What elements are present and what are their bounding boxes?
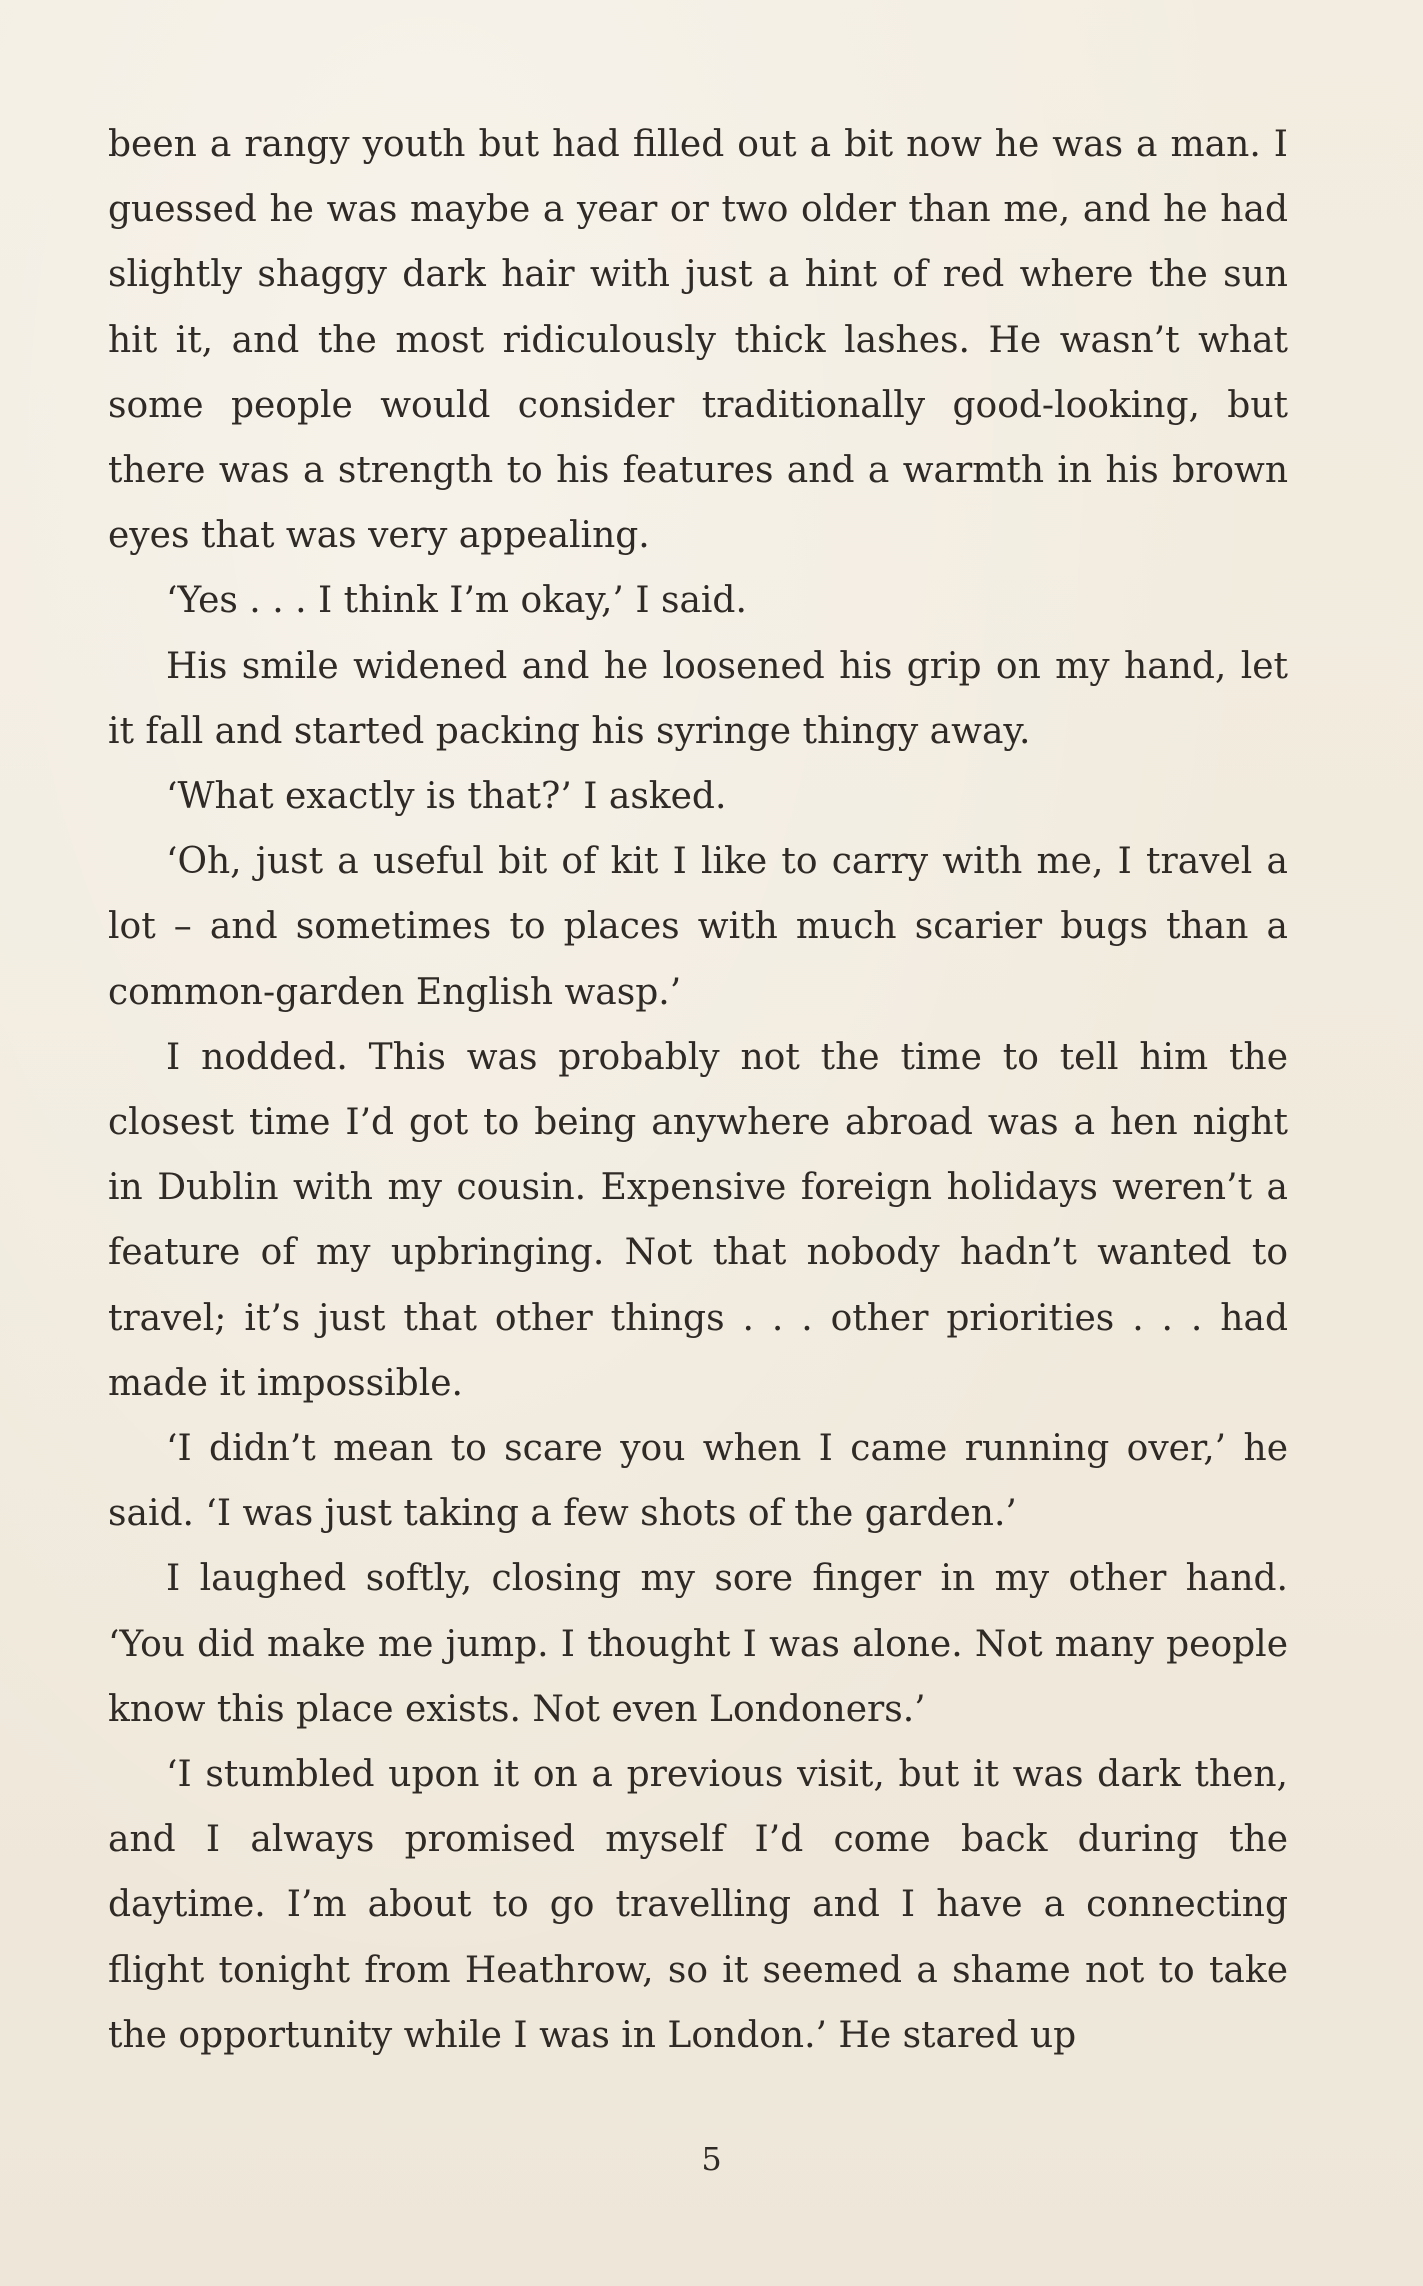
paragraph-4: ‘What exactly is that?’ I asked.	[166, 776, 727, 818]
page-number: 5	[701, 2140, 722, 2178]
paragraph-7: ‘I didn’t mean to scare you when I came running over,’ he said. ‘I was just taking a few shots of the garden.’	[108, 1428, 1288, 1535]
paragraph-3: His smile widened and he loosened his grip on my hand, let it fall and started packing his syringe thingy away.	[108, 645, 1288, 752]
paragraph-5: ‘Oh, just a useful bit of kit I like to carry with me, I travel a lot – and sometimes to places with much scarier bugs than a common-garden English wasp.’	[108, 841, 1288, 1013]
paragraph-1: been a rangy youth but had filled out a bit now he was a man. I guessed he was maybe a year or two older than me, and he had slightly shaggy dark hair with just a hint of red where the sun hit it, and the most ridiculously thick lashes. He wasn’t what some people would consider traditionally good-looking, but there was a strength to his features and a warmth in his brown eyes that was very appealing.	[108, 124, 1288, 557]
paragraph-8: I laughed softly, closing my sore finger in my other hand. ‘You did make me jump. I thought I was alone. Not many people know this place exists. Not even Londoners.’	[108, 1558, 1288, 1730]
paragraph-9: ‘I stumbled upon it on a previous visit, but it was dark then, and I always promised myself I’d come back during the daytime. I’m about to go travelling and I have a connecting flight tonight from Heathrow, so it seemed a shame not to take the opportunity while I was in London.’ He stared up	[108, 1754, 1288, 2056]
paragraph-2: ‘Yes . . . I think I’m okay,’ I said.	[166, 580, 747, 622]
paragraph-6: I nodded. This was probably not the time to tell him the closest time I’d got to being anywhere abroad was a hen night in Dublin with my cousin. Expensive foreign holidays weren’t a feature of my upbringing. Not that nobody hadn’t wanted to travel; it’s just that other things . . . other priorities . . . had made it impossible.	[108, 1036, 1288, 1404]
body-text	[108, 112, 1288, 2068]
